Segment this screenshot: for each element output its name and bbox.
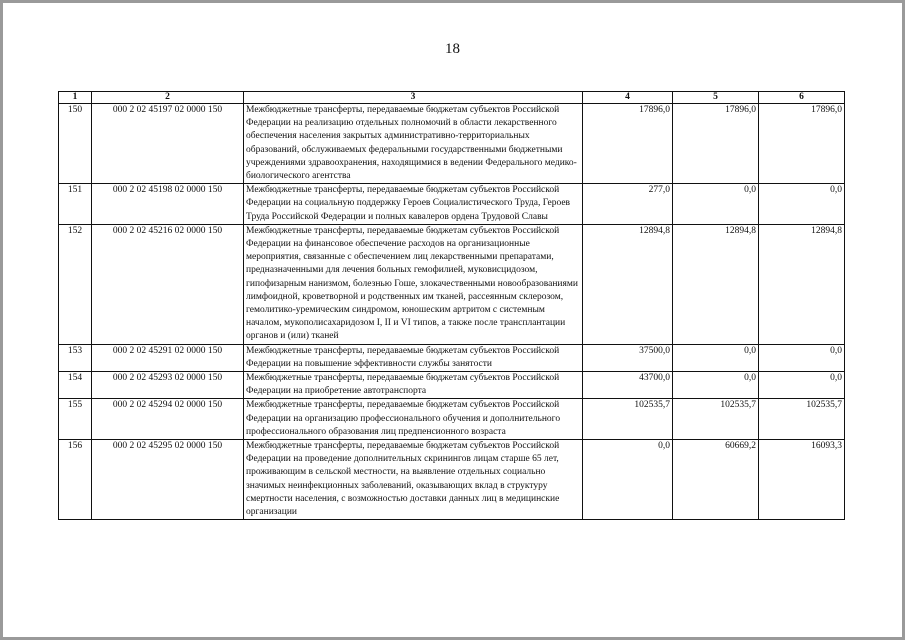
table-row [59,372,845,399]
amount-col-5: 102535,7 [673,399,759,440]
amount-col-6: 102535,7 [759,399,845,440]
page-number: 18 [445,41,460,57]
table-row [59,440,845,520]
amount-col-6: 16093,3 [759,440,845,520]
budget-code: 000 2 02 45216 02 0000 150 [92,224,244,344]
budget-code: 000 2 02 45294 02 0000 150 [92,399,244,440]
amount-col-4: 43700,0 [583,372,673,399]
amount-col-5: 0,0 [673,372,759,399]
row-number: 153 [59,344,92,371]
budget-transfers-table [58,91,845,520]
transfer-description: Межбюджетные трансферты, передаваемые бюджетам субъектов Российской Федерации на организацию профессионального обучения и дополнительного профессионального образования лиц предпенсионного возраста [244,399,583,440]
row-number: 152 [59,224,92,344]
amount-col-5: 12894,8 [673,224,759,344]
row-number: 150 [59,104,92,184]
row-number: 151 [59,184,92,225]
transfer-description: Межбюджетные трансферты, передаваемые бюджетам субъектов Российской Федерации на проведение дополнительных скринингов лицам старше 65 лет, проживающим в сельской местности, на выявление отдельных социально значимых неинфекционных заболеваний, оказывающих вклад в структуру смертности населения, с возможностью доставки данных лиц в медицинские организации [244,440,583,520]
transfer-description: Межбюджетные трансферты, передаваемые бюджетам субъектов Российской Федерации на приобретение автотранспорта [244,372,583,399]
row-number: 155 [59,399,92,440]
row-number: 156 [59,440,92,520]
amount-col-4: 17896,0 [583,104,673,184]
column-header: 2 [92,92,244,104]
row-number: 154 [59,372,92,399]
amount-col-6: 0,0 [759,344,845,371]
amount-col-5: 0,0 [673,184,759,225]
amount-col-4: 102535,7 [583,399,673,440]
budget-code: 000 2 02 45291 02 0000 150 [92,344,244,371]
table-row [59,104,845,184]
column-header: 5 [673,92,759,104]
amount-col-6: 12894,8 [759,224,845,344]
budget-code: 000 2 02 45295 02 0000 150 [92,440,244,520]
transfer-description: Межбюджетные трансферты, передаваемые бюджетам субъектов Российской Федерации на финансовое обеспечение расходов на организационные мероприятия, связанные с обеспечением лиц лекарственными препаратами, предназначенными для лечения больных гемофилией, муковисцидозом, гипофизарным нанизмом, болезнью Гоше, злокачественными новообразованиями лимфоидной, кроветворной и родственных им тканей, рассеянным склерозом, гемолитико-уремическим синдромом, юношеским артритом с системным началом, мукополисахаридозом I, II и VI типов, а также после трансплантации органов и (или) тканей [244,224,583,344]
amount-col-4: 277,0 [583,184,673,225]
amount-col-4: 12894,8 [583,224,673,344]
budget-code: 000 2 02 45197 02 0000 150 [92,104,244,184]
table-row [59,184,845,225]
column-header: 3 [244,92,583,104]
budget-code: 000 2 02 45293 02 0000 150 [92,372,244,399]
amount-col-6: 0,0 [759,184,845,225]
amount-col-5: 0,0 [673,344,759,371]
document-page [3,3,902,637]
table-row [59,344,845,371]
transfer-description: Межбюджетные трансферты, передаваемые бюджетам субъектов Российской Федерации на социальную поддержку Героев Социалистического Труда, Героев Труда Российской Федерации и полных кавалеров ордена Трудовой Славы [244,184,583,225]
amount-col-5: 17896,0 [673,104,759,184]
transfer-description: Межбюджетные трансферты, передаваемые бюджетам субъектов Российской Федерации на повышение эффективности службы занятости [244,344,583,371]
amount-col-6: 17896,0 [759,104,845,184]
table-row [59,224,845,344]
table-header-row [59,92,845,104]
amount-col-4: 0,0 [583,440,673,520]
column-header: 4 [583,92,673,104]
amount-col-6: 0,0 [759,372,845,399]
column-header: 6 [759,92,845,104]
table-row [59,399,845,440]
column-header: 1 [59,92,92,104]
budget-code: 000 2 02 45198 02 0000 150 [92,184,244,225]
amount-col-5: 60669,2 [673,440,759,520]
transfer-description: Межбюджетные трансферты, передаваемые бюджетам субъектов Российской Федерации на реализацию отдельных полномочий в области лекарственного обеспечения населения закрытых административно-территориальных образований, обслуживаемых федеральными государственными бюджетными учреждениями здравоохранения, находящимися в ведении Федерального медико-биологического агентства [244,104,583,184]
amount-col-4: 37500,0 [583,344,673,371]
